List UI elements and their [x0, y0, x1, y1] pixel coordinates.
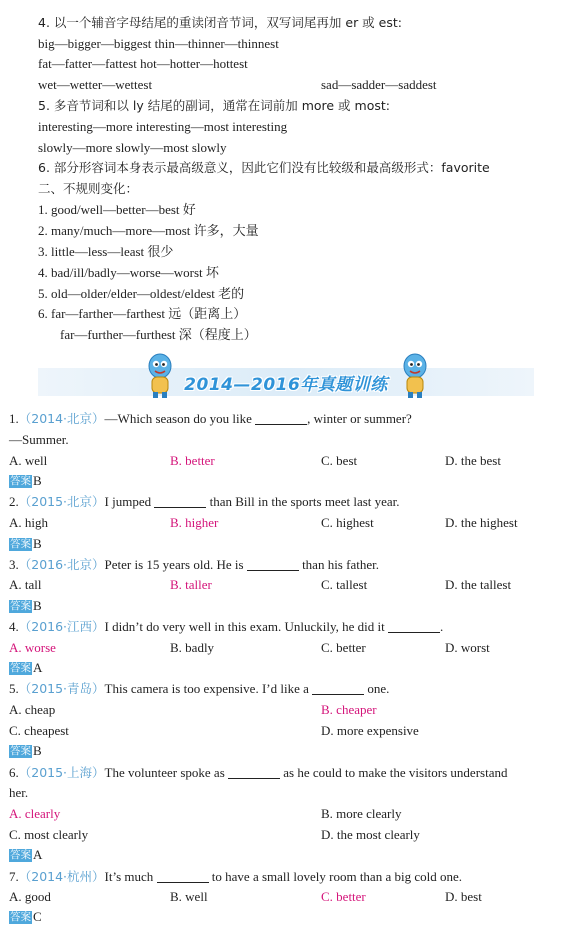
- option-b: B. well: [170, 889, 208, 904]
- question-number: 6.: [9, 765, 19, 780]
- answer-row: [9, 535, 42, 552]
- irregular-line: far—further—furthest 深（程度上）: [60, 327, 257, 342]
- irregular-line: 2. many/much—more—most 许多，大量: [38, 223, 259, 238]
- option-c: C. cheapest: [9, 723, 69, 738]
- option-c: C. best: [321, 453, 358, 468]
- question-stem: The volunteer spoke as: [104, 765, 225, 780]
- answer-badge: 答案: [10, 538, 31, 550]
- option-d: D. worst: [445, 640, 490, 655]
- question-source: （2015·北京）: [18, 494, 105, 509]
- option-a: A. well: [9, 453, 48, 468]
- option-a: A. good: [9, 889, 51, 904]
- mascot-right-icon: [398, 352, 432, 400]
- rule-line: fat—fatter—fattest hot—hotter—hottest: [38, 56, 248, 71]
- irregular-line: 3. little—less—least 很少: [38, 244, 174, 259]
- answer-blank: [157, 870, 209, 883]
- rule-line: wet—wetter—wettest: [38, 77, 153, 92]
- option-c: C. highest: [321, 515, 374, 530]
- option-c: C. most clearly: [9, 827, 89, 842]
- answer-blank: [255, 412, 307, 425]
- answer-badge: 答案: [10, 600, 31, 612]
- irregular-line: 1. good/well—better—best 好: [38, 202, 196, 217]
- answer-row: [9, 472, 42, 489]
- answer-badge: 答案: [10, 849, 31, 861]
- option-b: B. badly: [170, 640, 215, 655]
- option-d: D. the tallest: [445, 577, 512, 592]
- option-c: C. better: [321, 640, 366, 655]
- question-6-cont: her.: [9, 785, 29, 800]
- option-d: D. more expensive: [321, 723, 419, 738]
- question-number: 5.: [9, 681, 19, 696]
- rule-line: sad—sadder—saddest: [321, 77, 437, 92]
- question-stem-end: one.: [367, 681, 390, 696]
- option-a: A. worse: [9, 640, 56, 655]
- answer-row: [9, 597, 42, 614]
- option-b: B. cheaper: [321, 702, 377, 717]
- question-1: [9, 410, 412, 427]
- irregular-line: 5. old—older/elder—oldest/eldest 老的: [38, 286, 245, 301]
- question-stem-end: .: [439, 619, 444, 634]
- question-number: 4.: [9, 619, 19, 634]
- question-stem: I jumped: [104, 494, 152, 509]
- option-c: C. better: [321, 889, 366, 904]
- option-b: B. better: [170, 453, 215, 468]
- answer-row: [9, 659, 42, 676]
- option-b: B. more clearly: [321, 806, 402, 821]
- answer-blank: [154, 495, 206, 508]
- question-stem: It’s much: [104, 869, 154, 884]
- answer-badge: 答案: [10, 662, 31, 674]
- answer-blank: [388, 620, 440, 633]
- option-d: D. the highest: [445, 515, 518, 530]
- rule-5-heading: 5. 多音节词和以 ly 结尾的副词，通常在词前加 more 或 most:: [38, 98, 390, 113]
- question-number: 7.: [9, 869, 19, 884]
- answer-blank: [228, 766, 280, 779]
- option-b: B. higher: [170, 515, 219, 530]
- option-d: D. the best: [445, 453, 501, 468]
- option-d: D. the most clearly: [321, 827, 420, 842]
- question-stem-end: than his father.: [302, 557, 379, 572]
- answer-badge: 答案: [10, 911, 31, 923]
- option-a: A. high: [9, 515, 48, 530]
- option-c: C. tallest: [321, 577, 368, 592]
- question-stem-end: as he could to make the visitors understand: [283, 765, 508, 780]
- question-5: [9, 680, 389, 697]
- answer-blank: [247, 558, 299, 571]
- answer-value: B: [33, 743, 42, 758]
- answer-badge: 答案: [10, 745, 31, 757]
- question-4: [9, 618, 443, 635]
- question-2: [9, 493, 400, 510]
- answer-blank: [312, 682, 364, 695]
- answer-value: A: [33, 660, 43, 675]
- answer-badge: 答案: [10, 475, 31, 487]
- answer-row: [9, 846, 42, 863]
- question-number: 2.: [9, 494, 19, 509]
- question-number: 1.: [9, 411, 19, 426]
- question-stem-end: , winter or summer?: [307, 411, 412, 426]
- rule-line: slowly—more slowly—most slowly: [38, 140, 227, 155]
- question-source: （2014·北京）: [18, 411, 105, 426]
- question-source: （2015·青岛）: [18, 681, 105, 696]
- option-a: A. tall: [9, 577, 42, 592]
- answer-value: B: [33, 598, 42, 613]
- question-stem-end: than Bill in the sports meet last year.: [209, 494, 400, 509]
- answer-value: B: [33, 473, 42, 488]
- question-3: [9, 556, 379, 573]
- option-b: B. taller: [170, 577, 212, 592]
- option-a: A. cheap: [9, 702, 56, 717]
- answer-value: C: [33, 909, 42, 924]
- option-d: D. best: [445, 889, 482, 904]
- option-a: A. clearly: [9, 806, 61, 821]
- question-source: （2014·杭州）: [18, 869, 105, 884]
- question-stem: —Which season do you like: [104, 411, 252, 426]
- question-source: （2015·上海）: [18, 765, 105, 780]
- question-7: [9, 868, 462, 885]
- answer-row: [9, 742, 42, 759]
- question-stem-end: to have a small lovely room than a big cold one.: [211, 869, 462, 884]
- question-1-reply: —Summer.: [9, 432, 69, 447]
- answer-value: A: [33, 847, 43, 862]
- question-stem: Peter is 15 years old. He is: [104, 557, 244, 572]
- rule-6-heading: 6. 部分形容词本身表示最高级意义，因此它们没有比较级和最高级形式：favorite: [38, 160, 490, 175]
- section-banner: [38, 368, 534, 396]
- rule-line: big—bigger—biggest thin—thinner—thinnest: [38, 36, 279, 51]
- banner-title: 2014—2016年真题训练: [184, 375, 388, 395]
- answer-row: [9, 908, 42, 925]
- rule-line: interesting—more interesting—most interesting: [38, 119, 288, 134]
- mascot-left-icon: [143, 352, 177, 400]
- irregular-line: 4. bad/ill/badly—worse—worst 坏: [38, 265, 219, 280]
- rule-4-heading: 4. 以一个辅音字母结尾的重读闭音节词，双写词尾再加 er 或 est:: [38, 15, 402, 30]
- irregular-line: 6. far—farther—farthest 远（距离上）: [38, 306, 247, 321]
- irregular-heading: 二、不规则变化：: [38, 181, 139, 196]
- question-source: （2016·北京）: [18, 557, 105, 572]
- question-source: （2016·江西）: [18, 619, 105, 634]
- answer-value: B: [33, 536, 42, 551]
- question-number: 3.: [9, 557, 19, 572]
- question-stem: This camera is too expensive. I’d like a: [104, 681, 309, 696]
- question-6: [9, 764, 507, 781]
- question-stem: I didn’t do very well in this exam. Unluckily, he did it: [104, 619, 385, 634]
